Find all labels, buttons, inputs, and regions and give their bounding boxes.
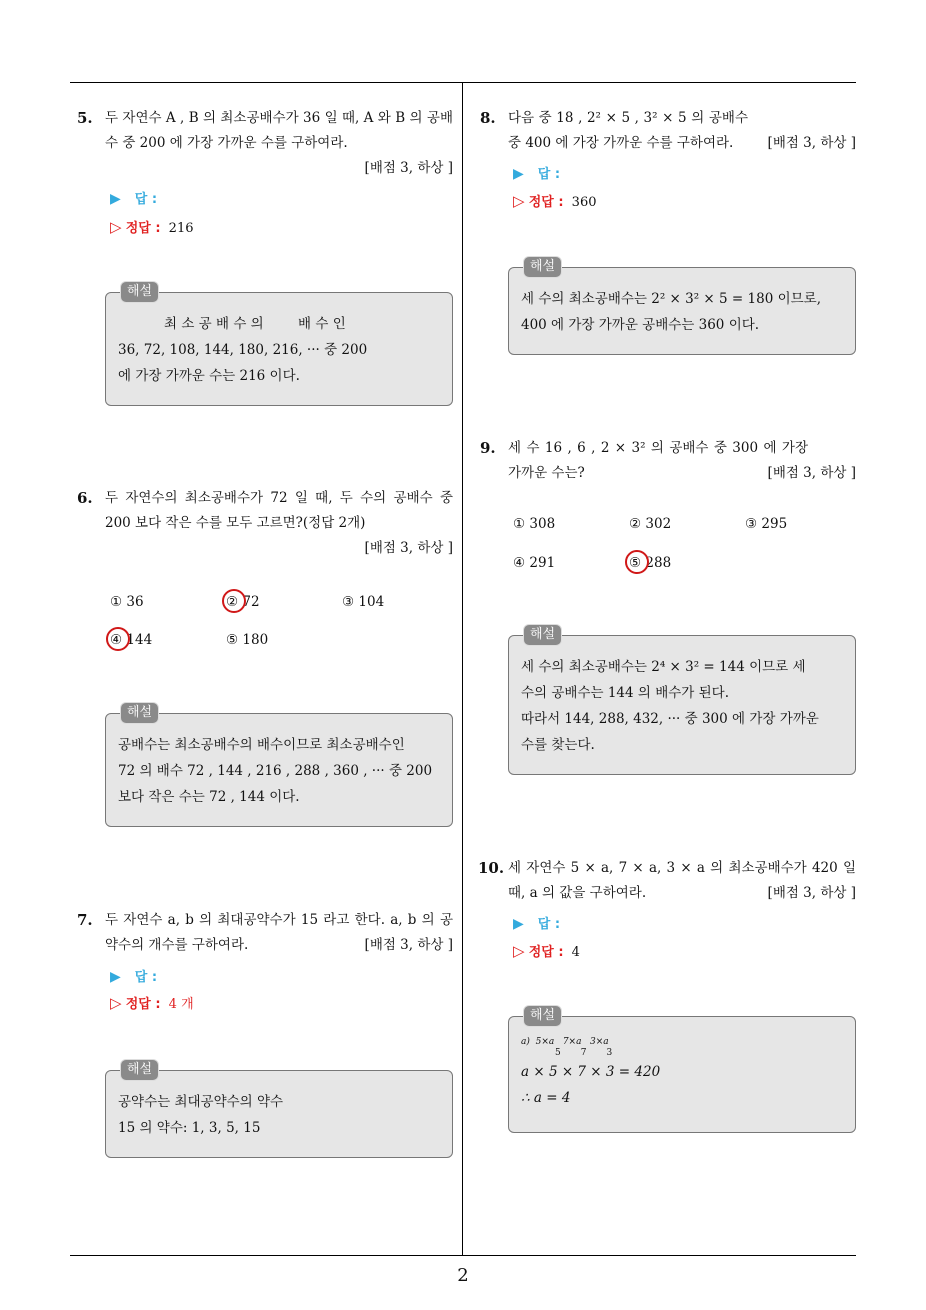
division-ladder-quotients: 5 7 3 <box>555 1048 613 1058</box>
selected-circle-mark <box>106 627 130 651</box>
question-10-meta <box>508 881 856 906</box>
correct-answer <box>513 941 580 960</box>
solution-tag: 해설 <box>523 1005 562 1027</box>
question-text: 두 자연수 a, b 의 최대공약수가 15 라고 한다. a, b 의 공약수의 개수를 구하여라. <box>105 912 453 953</box>
question-number: 9. <box>480 439 496 457</box>
question-7-meta <box>105 933 453 958</box>
question-number: 5. <box>77 109 93 127</box>
answer-label: 답 : <box>134 192 158 207</box>
choice-4[interactable] <box>513 555 555 571</box>
play-icon: ▶ <box>513 916 524 932</box>
correct-value: 4 개 <box>168 997 194 1012</box>
solution-box <box>508 259 856 355</box>
play-icon: ▶ <box>110 969 121 985</box>
correct-answer <box>110 993 194 1012</box>
column-divider <box>462 83 463 1255</box>
choice-1[interactable] <box>513 516 555 532</box>
choice-label: ① 308 <box>513 516 556 532</box>
page-number: 2 <box>457 1265 469 1286</box>
choice-2[interactable] <box>629 516 671 532</box>
choice-5[interactable] <box>226 632 268 648</box>
solution-line: 36, 72, 108, 144, 180, 216, ··· 중 200 <box>118 342 368 358</box>
solution-tag: 해설 <box>523 256 562 278</box>
correct-value: 4 <box>571 945 580 960</box>
solution-line: 400 에 가장 가까운 공배수는 360 이다. <box>521 317 760 333</box>
solution-line: 공배수는 최소공배수의 배수이므로 최소공배수인 <box>118 737 405 753</box>
solution-line: 따라서 144, 288, 432, ··· 중 300 에 가장 가까운 <box>521 711 819 727</box>
question-6 <box>77 486 453 561</box>
outline-triangle-icon: ▷ <box>513 192 525 210</box>
choice-2[interactable] <box>226 594 260 610</box>
solution-box <box>105 284 453 406</box>
correct-label: 정답 : <box>125 997 161 1012</box>
solution-line: 수의 공배수는 144 의 배수가 된다. <box>521 685 730 701</box>
solution-line: 최 소 공 배 수 의 배 수 인 <box>164 316 346 332</box>
answer-label: 답 : <box>134 970 158 985</box>
question-text: 세 자연수 5 × a, 7 × a, 3 × a 의 최소공배수가 420 일 때, a 의 값을 구하여라. <box>508 860 856 901</box>
question-text: 두 자연수 A , B 의 최소공배수가 36 일 때, A 와 B 의 공배수 중 200 에 가장 가까운 수를 구하여라. <box>105 110 453 151</box>
solution-line: 수를 찾는다. <box>521 737 595 753</box>
outline-triangle-icon: ▷ <box>110 994 122 1012</box>
solution-line: 에 가장 가까운 수는 216 이다. <box>118 368 300 384</box>
question-meta: [배점 3, 하상 ] <box>767 465 856 481</box>
answer-line <box>110 188 157 207</box>
correct-value: 216 <box>168 221 194 236</box>
choice-3[interactable] <box>342 594 384 610</box>
choice-1[interactable] <box>110 594 144 610</box>
solution-tag: 해설 <box>120 702 159 724</box>
question-number: 10. <box>478 859 505 877</box>
answer-line <box>513 913 560 932</box>
solution-line: 보다 작은 수는 72 , 144 이다. <box>118 789 300 805</box>
correct-label: 정답 : <box>125 221 161 236</box>
bottom-rule <box>70 1255 856 1256</box>
solution-line: 72 의 배수 72 , 144 , 216 , 288 , 360 , ··· 중 200 <box>118 763 433 779</box>
solution-line: 15 의 약수: 1, 3, 5, 15 <box>118 1120 261 1136</box>
correct-answer <box>513 191 597 210</box>
question-text: 다음 중 18 , 2² × 5 , 3² × 5 의 공배수 중 400 에 가장 가까운 수를 구하여라. <box>508 110 748 151</box>
question-meta: [배점 3, 하상 ] <box>364 540 453 556</box>
correct-label: 정답 : <box>528 945 564 960</box>
solution-box <box>105 705 453 827</box>
choice-5[interactable] <box>629 555 671 571</box>
solution-tag: 해설 <box>120 1059 159 1081</box>
choice-label: ③ 295 <box>745 516 788 532</box>
question-meta: [배점 3, 하상 ] <box>364 937 453 953</box>
question-text: 두 자연수의 최소공배수가 72 일 때, 두 수의 공배수 중 200 보다 작은 수를 모두 고르면?(정답 2개) <box>105 490 453 531</box>
question-number: 7. <box>77 911 93 929</box>
question-number: 6. <box>77 489 93 507</box>
choice-label: ② 72 <box>226 594 260 610</box>
outline-triangle-icon: ▷ <box>110 218 122 236</box>
solution-line: a × 5 × 7 × 3 = 420 <box>521 1064 661 1080</box>
play-icon: ▶ <box>110 191 121 207</box>
choice-label: ⑤ 180 <box>226 632 269 648</box>
question-meta: [배점 3, 하상 ] <box>364 160 453 176</box>
question-text: 세 수 16 , 6 , 2 × 3² 의 공배수 중 300 에 가장 가까운 수는? <box>508 440 808 481</box>
answer-line <box>513 163 560 182</box>
choice-4[interactable] <box>110 632 152 648</box>
top-rule <box>70 82 856 83</box>
solution-tag: 해설 <box>120 281 159 303</box>
question-meta: [배점 3, 하상 ] <box>767 885 856 901</box>
solution-line: 공약수는 최대공약수의 약수 <box>118 1094 284 1110</box>
selected-circle-mark <box>222 589 246 613</box>
correct-value: 360 <box>571 195 597 210</box>
selected-circle-mark <box>625 550 649 574</box>
correct-label: 정답 : <box>528 195 564 210</box>
choice-label: ③ 104 <box>342 594 385 610</box>
answer-label: 답 : <box>537 167 561 182</box>
choice-label: ② 302 <box>629 516 672 532</box>
choice-3[interactable] <box>745 516 787 532</box>
question-meta: [배점 3, 하상 ] <box>767 135 856 151</box>
choice-label: ⑤ 288 <box>629 555 672 571</box>
solution-box <box>105 1062 453 1158</box>
question-number: 8. <box>480 109 496 127</box>
question-8-meta <box>508 131 856 156</box>
division-ladder-row: a) 5×a 7×a 3×a <box>521 1037 609 1047</box>
outline-triangle-icon: ▷ <box>513 942 525 960</box>
choice-label: ④ 144 <box>110 632 153 648</box>
correct-answer <box>110 217 194 236</box>
solution-box <box>508 1008 856 1133</box>
solution-box <box>508 627 856 775</box>
answer-line <box>110 966 157 985</box>
solution-tag: 해설 <box>523 624 562 646</box>
play-icon: ▶ <box>513 166 524 182</box>
choice-label: ④ 291 <box>513 555 556 571</box>
question-9-meta <box>508 461 856 486</box>
solution-line: 세 수의 최소공배수는 2² × 3² × 5 = 180 이므로, <box>521 291 821 307</box>
solution-line: ∴ a = 4 <box>521 1090 571 1106</box>
choice-label: ① 36 <box>110 594 144 610</box>
answer-label: 답 : <box>537 917 561 932</box>
solution-line: 세 수의 최소공배수는 2⁴ × 3² = 144 이므로 세 <box>521 659 806 675</box>
question-5 <box>77 106 453 181</box>
